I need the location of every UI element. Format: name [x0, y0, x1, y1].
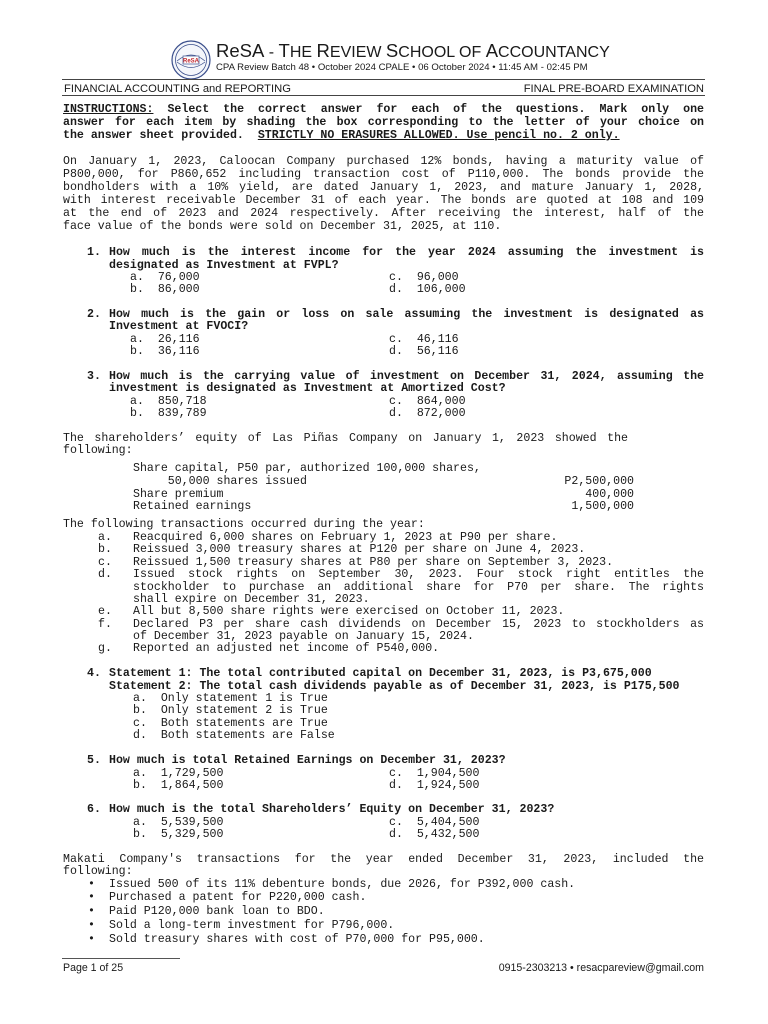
- transactions-intro: The following transactions occurred during the year:: [63, 518, 425, 531]
- header-rule-bottom: [62, 95, 705, 96]
- bullet-icon: •: [88, 891, 95, 904]
- transaction-letter: a.: [98, 531, 112, 544]
- choice-d: d. 1,924,500: [389, 779, 480, 792]
- question-text: How much is the interest income for the year 2024 assuming the investment is: [109, 246, 704, 259]
- bullet-item: Paid P120,000 bank loan to BDO.: [109, 905, 325, 918]
- bullet-item: Sold a long-term investment for P796,000.: [109, 919, 395, 932]
- instructions-label: INSTRUCTIONS:: [63, 103, 154, 116]
- title-rest: HE: [289, 44, 317, 61]
- choice-b: b. Only statement 2 is True: [133, 704, 328, 717]
- problem1-line: On January 1, 2023, Caloocan Company purchased 12% bonds, having a maturity value of: [63, 155, 704, 168]
- instructions-warning: STRICTLY NO ERASURES ALLOWED. Use pencil no. 2 only.: [257, 129, 620, 142]
- bullet-icon: •: [88, 905, 95, 918]
- school-title: [216, 41, 610, 63]
- problem1-line: face value of the bonds were sold on December 31, 2025, at 110.: [63, 220, 502, 233]
- equity-label: 50,000 shares issued: [133, 475, 307, 488]
- header-rule-top: [62, 79, 705, 80]
- choice-c: c. 1,904,500: [389, 767, 480, 780]
- equity-amount: 400,000: [585, 488, 634, 501]
- title-rest: EVIEW: [329, 44, 386, 61]
- problem1-line: P800,000, for P860,652 including transaction cost of P110,000. The bonds provide the: [63, 168, 704, 181]
- transaction-text: of December 31, 2023 payable on January 15, 2024.: [133, 630, 474, 643]
- title-dash: -: [264, 44, 279, 61]
- exam-title: FINAL PRE-BOARD EXAMINATION: [523, 83, 704, 95]
- transaction-letter: b.: [98, 543, 112, 556]
- transaction-text: Reissued 3,000 treasury shares at P120 per share on June 4, 2023.: [133, 543, 586, 556]
- instructions-line-2: answer for each item by shading the box corresponding to the letter of your choice on: [63, 116, 704, 129]
- bullet-item: Sold treasury shares with cost of P70,000 for P95,000.: [109, 933, 485, 946]
- title-cap: S: [385, 40, 399, 61]
- question-number: 4.: [87, 667, 101, 680]
- choice-b: b. 36,116: [130, 345, 200, 358]
- question-number: 5.: [87, 754, 101, 767]
- choice-b: b. 5,329,500: [133, 828, 224, 841]
- transaction-text: Declared P3 per share cash dividends on December 15, 2023 to stockholders as: [133, 618, 704, 631]
- choice-c: c. 864,000: [389, 395, 466, 408]
- choice-d: d. 5,432,500: [389, 828, 480, 841]
- transaction-letter: c.: [98, 556, 112, 569]
- choice-d: d. 106,000: [389, 283, 466, 296]
- question-text: How much is total Retained Earnings on December 31, 2023?: [109, 754, 506, 767]
- instructions-line-3: [63, 130, 620, 143]
- equity-label: Share premium: [133, 488, 224, 501]
- instructions-text: the answer sheet provided.: [63, 129, 258, 142]
- page-number: Page 1 of 25: [63, 962, 124, 974]
- choice-b: b. 1,864,500: [133, 779, 224, 792]
- transaction-text: stockholder to purchase an additional share for P70 per share. The rights: [133, 581, 704, 594]
- bullet-icon: •: [88, 878, 95, 891]
- choice-a: a. Only statement 1 is True: [133, 692, 328, 705]
- choice-a: a. 1,729,500: [133, 767, 224, 780]
- transaction-letter: f.: [98, 618, 112, 631]
- choice-c: c. 96,000: [389, 271, 459, 284]
- transaction-text: All but 8,500 share rights were exercised on October 11, 2023.: [133, 605, 565, 618]
- logo-text: ReSA: [182, 58, 200, 65]
- problem1-line: at the end of 2023 and 2024 respectively. After receiving the interest, half of the: [63, 207, 704, 220]
- question-number: 1.: [87, 246, 101, 259]
- transaction-text: Issued stock rights on September 30, 2023. Four stock right entitles the: [133, 568, 704, 581]
- question-number: 3.: [87, 370, 101, 383]
- title-rest: CHOOL OF: [398, 44, 486, 61]
- instructions-text: Select the correct answer for each of the questions. Mark only one: [153, 103, 704, 116]
- bullet-item: Purchased a patent for P220,000 cash.: [109, 891, 367, 904]
- batch-info: CPA Review Batch 48 • October 2024 CPALE • 06 October 2024 • 11:45 AM - 02:45 PM: [216, 62, 588, 73]
- contact-info: 0915-2303213 • resacpareview@gmail.com: [498, 962, 704, 974]
- choice-a: a. 5,539,500: [133, 816, 224, 829]
- equity-amount: 1,500,000: [571, 500, 634, 513]
- transaction-letter: d.: [98, 568, 112, 581]
- title-cap: A: [485, 40, 499, 61]
- choice-d: d. 872,000: [389, 407, 466, 420]
- transaction-letter: g.: [98, 642, 112, 655]
- statement-2: Statement 2: The total cash dividends payable as of December 31, 2023, is P175,500: [109, 680, 680, 693]
- question-text: investment is designated as Investment at Amortized Cost?: [109, 382, 506, 395]
- choice-c: c. Both statements are True: [133, 717, 328, 730]
- problem1-line: with interest receivable December 31 of each year. The bonds are quoted at 108 and 109: [63, 194, 704, 207]
- problem3-intro: following:: [63, 865, 133, 878]
- choice-b: b. 839,789: [130, 407, 207, 420]
- transaction-text: shall expire on December 31, 2023.: [133, 593, 370, 606]
- question-text: How much is the carrying value of investment on December 31, 2024, assuming the: [109, 370, 704, 383]
- question-text: How much is the gain or loss on sale assuming the investment is designated as: [109, 308, 704, 321]
- title-cap: R: [316, 40, 330, 61]
- title-rest: CCOUNTANCY: [498, 44, 610, 61]
- choice-d: d. 56,116: [389, 345, 459, 358]
- footer-rule: [62, 958, 180, 959]
- question-number: 2.: [87, 308, 101, 321]
- problem3-intro: Makati Company's transactions for the year ended December 31, 2023, included the: [63, 853, 704, 866]
- transaction-letter: e.: [98, 605, 112, 618]
- transaction-text: Reacquired 6,000 shares on February 1, 2023 at P90 per share.: [133, 531, 558, 544]
- resa-logo: [171, 40, 211, 80]
- bullet-icon: •: [88, 919, 95, 932]
- choice-a: a. 76,000: [130, 271, 200, 284]
- transaction-text: Reported an adjusted net income of P540,000.: [133, 642, 440, 655]
- subject-title: FINANCIAL ACCOUNTING and REPORTING: [64, 83, 291, 95]
- question-text: Investment at FVOCI?: [109, 320, 249, 333]
- equity-label: Share capital, P50 par, authorized 100,000 shares,: [133, 462, 481, 475]
- choice-a: a. 26,116: [130, 333, 200, 346]
- transaction-text: Reissued 1,500 treasury shares at P80 per share on September 3, 2023.: [133, 556, 614, 569]
- choice-d: d. Both statements are False: [133, 729, 335, 742]
- question-number: 6.: [87, 803, 101, 816]
- problem1-line: bondholders with a 10% yield, are dated January 1, 2023, and mature January 1, 2028,: [63, 181, 704, 194]
- problem2-intro: following:: [63, 444, 133, 457]
- equity-amount: P2,500,000: [564, 475, 634, 488]
- question-text: designated as Investment at FVPL?: [109, 259, 339, 272]
- title-cap: T: [278, 40, 290, 61]
- question-text: How much is the total Shareholders’ Equity on December 31, 2023?: [109, 803, 555, 816]
- choice-c: c. 46,116: [389, 333, 459, 346]
- statement-1: Statement 1: The total contributed capital on December 31, 2023, is P3,675,000: [109, 667, 652, 680]
- brand-name: ReSA: [216, 40, 265, 61]
- bullet-icon: •: [88, 933, 95, 946]
- bullet-item: Issued 500 of its 11% debenture bonds, due 2026, for P392,000 cash.: [109, 878, 576, 891]
- choice-a: a. 850,718: [130, 395, 207, 408]
- choice-b: b. 86,000: [130, 283, 200, 296]
- instructions-line-1: [63, 104, 704, 117]
- choice-c: c. 5,404,500: [389, 816, 480, 829]
- equity-label: Retained earnings: [133, 500, 252, 513]
- problem2-intro: The shareholders’ equity of Las Piñas Company on January 1, 2023 showed the: [63, 432, 628, 445]
